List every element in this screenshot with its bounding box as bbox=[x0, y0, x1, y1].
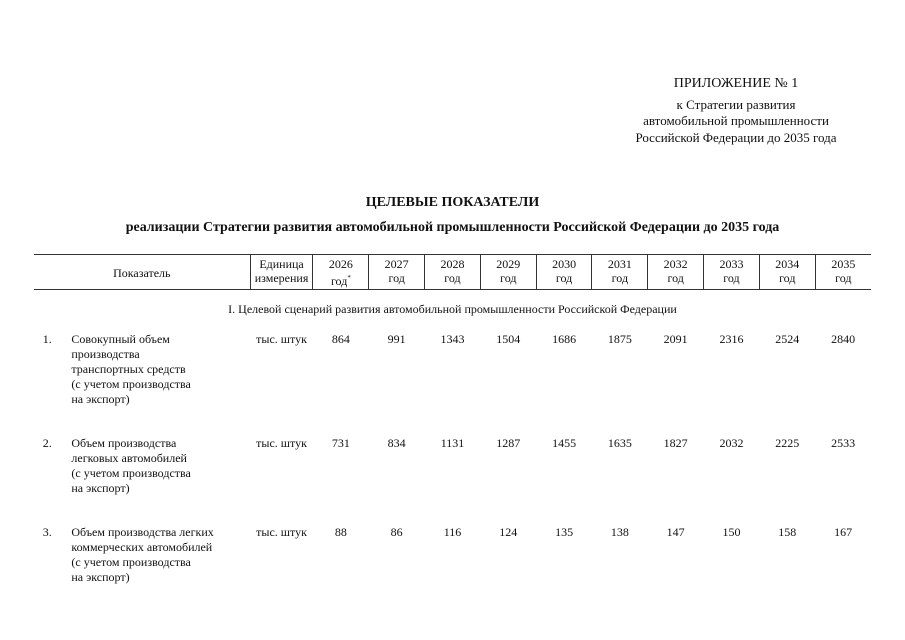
row-indicator bbox=[60, 520, 250, 609]
header-year-word: год bbox=[330, 274, 348, 288]
row-value: 150 bbox=[722, 525, 741, 539]
header-year bbox=[592, 255, 648, 290]
row-value: 138 bbox=[610, 525, 629, 539]
header-year bbox=[480, 255, 536, 290]
header-indicator: Показатель bbox=[34, 255, 250, 290]
header-unit bbox=[250, 255, 313, 290]
document-subtitle: реализации Стратегии развития автомобильной промышленности Российской Федерации до 2035 года bbox=[125, 220, 780, 235]
row-value: 158 bbox=[778, 525, 797, 539]
header-year-word: год bbox=[444, 271, 461, 285]
row-value: 991 bbox=[387, 332, 406, 346]
row-value: 2533 bbox=[831, 436, 856, 450]
row-value: 834 bbox=[387, 436, 406, 450]
row-value: 864 bbox=[331, 332, 350, 346]
header-year-value: 2028 bbox=[440, 257, 465, 271]
header-year-word: год bbox=[779, 271, 796, 285]
appendix-line: к Стратегии развития bbox=[676, 96, 796, 112]
row-value: 124 bbox=[499, 525, 518, 539]
row-number: 2. bbox=[42, 436, 52, 450]
indicator-line: Объем производства легких bbox=[71, 525, 214, 539]
header-year bbox=[313, 255, 369, 290]
row-value: 2225 bbox=[775, 436, 800, 450]
row-value: 135 bbox=[555, 525, 574, 539]
indicator-line: Объем производства bbox=[71, 436, 177, 450]
row-value: 2316 bbox=[719, 332, 744, 346]
header-year-value: 2030 bbox=[552, 257, 577, 271]
indicator-line: Совокупный объем bbox=[71, 332, 170, 346]
header-year-word: год bbox=[667, 271, 684, 285]
indicator-line: транспортных средств bbox=[71, 362, 186, 376]
row-value: 167 bbox=[834, 525, 853, 539]
row-indicator bbox=[60, 431, 250, 520]
section-row bbox=[34, 290, 871, 328]
row-value: 2032 bbox=[719, 436, 744, 450]
indicator-line: на экспорт) bbox=[71, 481, 130, 495]
header-year-word: год bbox=[388, 271, 405, 285]
document-title: ЦЕЛЕВЫЕ ПОКАЗАТЕЛИ bbox=[365, 195, 540, 210]
indicator-line: производства bbox=[71, 347, 140, 361]
table-row bbox=[34, 431, 871, 520]
indicators-table bbox=[34, 254, 871, 609]
row-value: 731 bbox=[331, 436, 350, 450]
header-unit-line1: Единица bbox=[259, 257, 304, 271]
row-value: 1875 bbox=[607, 332, 632, 346]
row-unit: тыс. штук bbox=[256, 525, 307, 539]
header-year bbox=[815, 255, 871, 290]
header-year-value: 2031 bbox=[607, 257, 632, 271]
appendix-number: ПРИЛОЖЕНИЕ № 1 bbox=[673, 76, 799, 91]
header-unit-line2: измерения bbox=[254, 271, 309, 285]
row-value: 1131 bbox=[440, 436, 465, 450]
header-year-word: год bbox=[835, 271, 852, 285]
header-year bbox=[648, 255, 704, 290]
header-year-word: год bbox=[555, 271, 573, 285]
header-year bbox=[369, 255, 425, 290]
header-year bbox=[704, 255, 760, 290]
header-year-word: год bbox=[611, 271, 629, 285]
header-year-value: 2029 bbox=[496, 257, 521, 271]
row-value: 2840 bbox=[831, 332, 856, 346]
table-row bbox=[34, 520, 871, 609]
row-value: 2091 bbox=[663, 332, 688, 346]
indicator-line: (с учетом производства bbox=[71, 555, 191, 569]
footnote-mark: * bbox=[347, 274, 351, 282]
header-year bbox=[536, 255, 592, 290]
row-value: 1827 bbox=[663, 436, 688, 450]
row-unit: тыс. штук bbox=[256, 332, 307, 346]
header-year-word: год bbox=[723, 271, 740, 285]
table-row bbox=[34, 327, 871, 431]
row-number: 3. bbox=[42, 525, 52, 539]
row-value: 116 bbox=[443, 525, 462, 539]
indicator-line: (с учетом производства bbox=[71, 377, 191, 391]
row-value: 88 bbox=[334, 525, 347, 539]
row-value: 1343 bbox=[440, 332, 465, 346]
row-value: 147 bbox=[666, 525, 685, 539]
header-year-value: 2034 bbox=[775, 257, 800, 271]
row-value: 1635 bbox=[607, 436, 632, 450]
appendix-line: автомобильной промышленности bbox=[643, 113, 829, 128]
row-value: 1455 bbox=[552, 436, 577, 450]
header-year-value: 2032 bbox=[663, 257, 688, 271]
row-value: 2524 bbox=[775, 332, 800, 346]
row-indicator bbox=[60, 327, 250, 431]
indicator-line: на экспорт) bbox=[71, 392, 130, 406]
row-value: 1686 bbox=[552, 332, 577, 346]
row-unit: тыс. штук bbox=[256, 436, 307, 450]
header-year-word: год bbox=[500, 271, 517, 285]
row-value: 1504 bbox=[496, 332, 521, 346]
indicator-line: на экспорт) bbox=[71, 570, 130, 584]
row-value: 86 bbox=[390, 525, 403, 539]
section-title: I. Целевой сценарий развития автомобильной промышленности Российской Федерации bbox=[228, 302, 677, 316]
indicator-line: легковых автомобилей bbox=[71, 451, 187, 465]
row-value: 1287 bbox=[496, 436, 521, 450]
table-header-row bbox=[34, 255, 871, 290]
indicator-line: (с учетом производства bbox=[71, 466, 191, 480]
header-year-value: 2027 bbox=[384, 257, 409, 271]
appendix-header bbox=[616, 76, 856, 146]
appendix-line: Российской Федерации до 2035 года bbox=[635, 129, 837, 145]
header-year bbox=[425, 255, 481, 290]
row-number: 1. bbox=[42, 332, 52, 346]
header-year bbox=[759, 255, 815, 290]
header-year-value: 2026 bbox=[328, 257, 353, 271]
indicator-line: коммерческих автомобилей bbox=[71, 540, 213, 554]
header-year-value: 2033 bbox=[719, 257, 744, 271]
header-year-value: 2035 bbox=[831, 257, 856, 271]
